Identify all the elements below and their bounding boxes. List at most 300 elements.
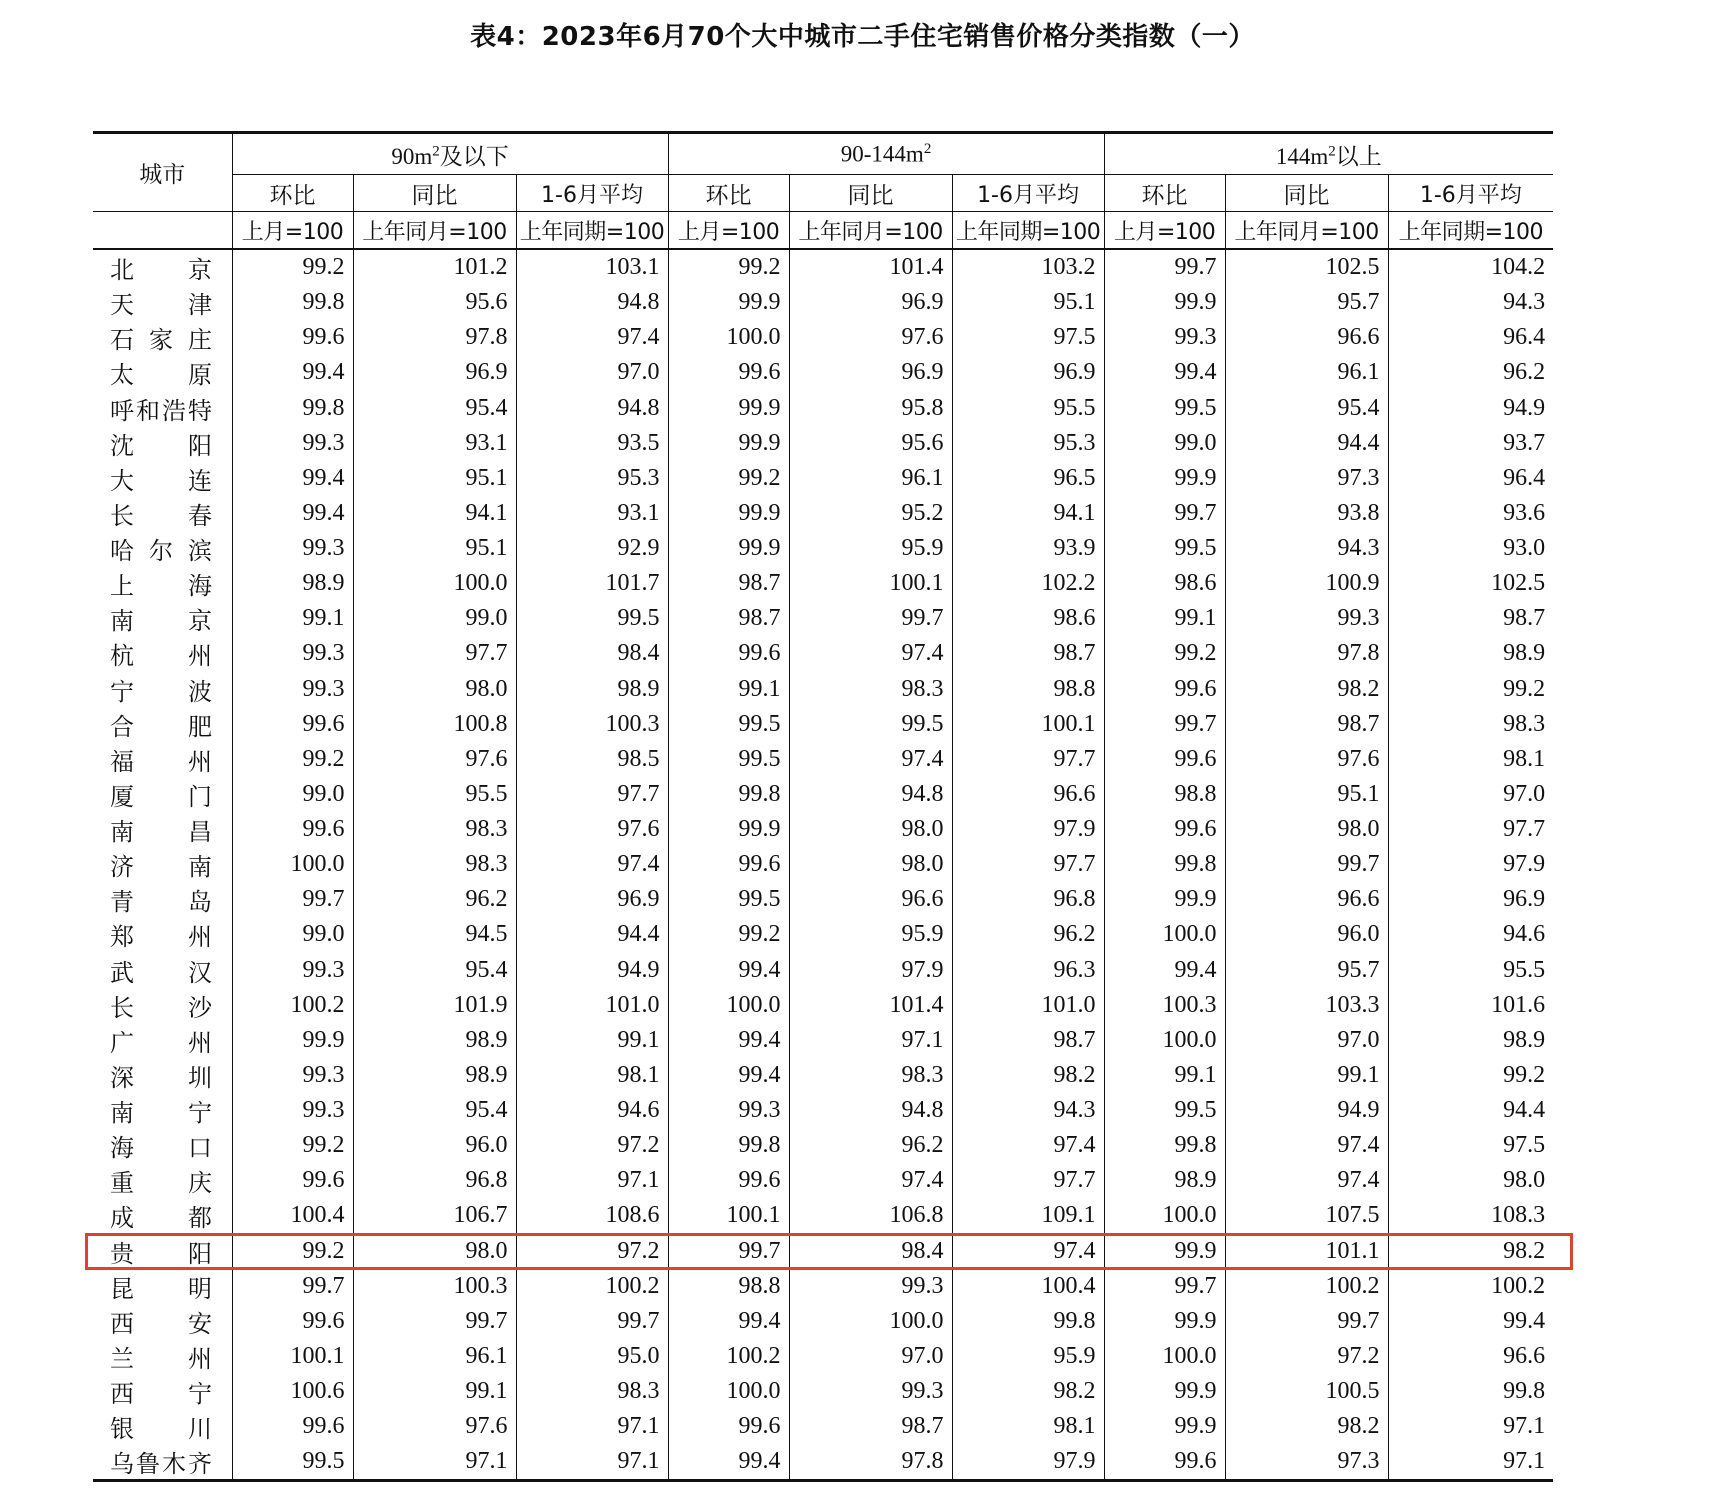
value-cell: 95.5: [952, 391, 1104, 426]
value-cell: 99.8: [952, 1304, 1104, 1339]
value-cell: 99.5: [668, 707, 789, 742]
value-cell: 99.8: [232, 391, 353, 426]
value-cell: 109.1: [952, 1198, 1104, 1233]
city-cell: [93, 672, 232, 707]
value-cell: 98.8: [668, 1269, 789, 1304]
value-cell: 98.3: [516, 1374, 668, 1409]
city-cell: [93, 1058, 232, 1093]
value-cell: 100.0: [668, 988, 789, 1023]
value-cell: 99.8: [1104, 847, 1225, 882]
value-cell: 97.8: [789, 1444, 952, 1481]
value-cell: 96.9: [1388, 882, 1553, 917]
value-cell: 98.9: [516, 672, 668, 707]
value-cell: 99.6: [232, 1409, 353, 1444]
value-cell: 97.4: [516, 320, 668, 355]
value-cell: 97.4: [789, 636, 952, 671]
value-cell: 99.4: [1104, 953, 1225, 988]
value-cell: 99.9: [1104, 882, 1225, 917]
value-cell: 106.8: [789, 1198, 952, 1233]
city-name: 南昌: [110, 818, 212, 847]
value-cell: 100.0: [353, 566, 516, 601]
value-cell: 99.7: [516, 1304, 668, 1339]
value-cell: 98.7: [668, 566, 789, 601]
value-cell: 97.1: [516, 1444, 668, 1481]
value-cell: 100.8: [353, 707, 516, 742]
value-cell: 98.3: [789, 1058, 952, 1093]
value-cell: 99.5: [516, 601, 668, 636]
city-cell: [93, 426, 232, 461]
table-row: [93, 1163, 1553, 1198]
city-cell: [93, 249, 232, 285]
value-cell: 96.6: [1225, 882, 1388, 917]
value-cell: 97.1: [1388, 1409, 1553, 1444]
value-cell: 96.8: [952, 882, 1104, 917]
value-cell: 99.7: [1104, 1269, 1225, 1304]
value-cell: 97.6: [1225, 742, 1388, 777]
value-cell: 95.4: [353, 391, 516, 426]
value-cell: 98.6: [952, 601, 1104, 636]
value-cell: 99.4: [668, 1023, 789, 1058]
city-name: 太原: [110, 361, 212, 390]
value-cell: 99.6: [232, 320, 353, 355]
city-name: 北京: [110, 256, 212, 285]
value-cell: 99.6: [232, 1163, 353, 1198]
value-cell: 99.7: [668, 1234, 789, 1269]
value-cell: 96.1: [789, 461, 952, 496]
value-cell: 99.9: [1104, 461, 1225, 496]
table-row: [93, 812, 1553, 847]
value-cell: 99.5: [1104, 391, 1225, 426]
value-cell: 101.4: [789, 249, 952, 285]
table-row: [93, 601, 1553, 636]
value-cell: 96.6: [952, 777, 1104, 812]
value-cell: 93.5: [516, 426, 668, 461]
city-name: 广州: [110, 1028, 212, 1057]
value-cell: 98.3: [353, 812, 516, 847]
city-cell: [93, 1269, 232, 1304]
city-cell: [93, 1374, 232, 1409]
city-cell: [93, 812, 232, 847]
value-cell: 96.6: [1225, 320, 1388, 355]
value-cell: 94.6: [1388, 917, 1553, 952]
table-row: [93, 1093, 1553, 1128]
city-name: 银川: [110, 1415, 212, 1444]
city-cell: [93, 777, 232, 812]
value-cell: 95.3: [952, 426, 1104, 461]
value-cell: 99.6: [668, 1409, 789, 1444]
city-name: 呼和浩特: [110, 396, 212, 425]
table-row: [93, 461, 1553, 496]
value-cell: 97.5: [952, 320, 1104, 355]
value-cell: 94.8: [516, 391, 668, 426]
value-cell: 93.1: [353, 426, 516, 461]
table-row: [93, 1374, 1553, 1409]
city-cell: [93, 1128, 232, 1163]
value-cell: 94.1: [353, 496, 516, 531]
value-cell: 99.9: [1104, 1234, 1225, 1269]
city-name: 贵阳: [110, 1239, 212, 1268]
value-cell: 98.7: [1388, 601, 1553, 636]
value-cell: 97.9: [1388, 847, 1553, 882]
city-cell: [93, 1444, 232, 1481]
table-row: [93, 1198, 1553, 1233]
value-cell: 96.4: [1388, 461, 1553, 496]
value-cell: 99.5: [668, 882, 789, 917]
value-cell: 99.1: [353, 1374, 516, 1409]
value-cell: 99.9: [1104, 285, 1225, 320]
value-cell: 98.0: [353, 672, 516, 707]
value-cell: 99.2: [668, 461, 789, 496]
value-cell: 98.0: [789, 847, 952, 882]
value-cell: 99.6: [232, 1304, 353, 1339]
value-cell: 99.2: [1388, 672, 1553, 707]
value-cell: 97.1: [353, 1444, 516, 1481]
sub-header-avg: 1-6月平均: [1388, 175, 1553, 212]
value-cell: 93.1: [516, 496, 668, 531]
city-cell: [93, 742, 232, 777]
group-header-large: $144m^2$以上: [1104, 133, 1553, 175]
value-cell: 99.3: [232, 636, 353, 671]
value-cell: 97.7: [516, 777, 668, 812]
page-title: 表4：2023年6月70个大中城市二手住宅销售价格分类指数（一）: [470, 22, 1255, 52]
sub-header-mom: 环比: [668, 175, 789, 212]
value-cell: 97.0: [1388, 777, 1553, 812]
value-cell: 96.3: [952, 953, 1104, 988]
value-cell: 99.3: [232, 953, 353, 988]
value-cell: 97.4: [516, 847, 668, 882]
city-cell: [93, 847, 232, 882]
city-name: 郑州: [110, 923, 212, 952]
value-cell: 99.9: [1104, 1304, 1225, 1339]
value-cell: 94.4: [1225, 426, 1388, 461]
value-cell: 100.0: [1104, 917, 1225, 952]
value-cell: 99.5: [668, 742, 789, 777]
value-cell: 93.8: [1225, 496, 1388, 531]
value-cell: 95.1: [952, 285, 1104, 320]
city-name: 成都: [110, 1204, 212, 1233]
city-cell: [93, 566, 232, 601]
table-row: [93, 707, 1553, 742]
value-cell: 93.9: [952, 531, 1104, 566]
value-cell: 100.2: [516, 1269, 668, 1304]
value-cell: 98.1: [516, 1058, 668, 1093]
table-row: [93, 672, 1553, 707]
value-cell: 99.4: [668, 1304, 789, 1339]
value-cell: 97.2: [1225, 1339, 1388, 1374]
value-cell: 98.4: [516, 636, 668, 671]
table-row: [93, 285, 1553, 320]
value-cell: 99.4: [668, 1058, 789, 1093]
value-cell: 99.1: [668, 672, 789, 707]
city-cell: [93, 391, 232, 426]
table-row: [93, 1023, 1553, 1058]
value-cell: 100.3: [353, 1269, 516, 1304]
value-cell: 99.3: [668, 1093, 789, 1128]
table-row: [93, 426, 1553, 461]
value-cell: 96.1: [1225, 355, 1388, 390]
value-cell: 97.1: [1388, 1444, 1553, 1481]
value-cell: 99.3: [232, 531, 353, 566]
value-cell: 99.8: [232, 285, 353, 320]
value-cell: 99.6: [1104, 1444, 1225, 1481]
table-row: [93, 496, 1553, 531]
value-cell: 98.2: [1225, 672, 1388, 707]
value-cell: 99.1: [1104, 1058, 1225, 1093]
value-cell: 99.3: [1225, 601, 1388, 636]
value-cell: 99.6: [668, 355, 789, 390]
value-cell: 97.3: [1225, 461, 1388, 496]
table-row: [93, 1128, 1553, 1163]
value-cell: 99.2: [232, 1234, 353, 1269]
value-cell: 100.2: [668, 1339, 789, 1374]
value-cell: 100.0: [1104, 1023, 1225, 1058]
value-cell: 98.9: [1104, 1163, 1225, 1198]
value-cell: 98.0: [789, 812, 952, 847]
value-cell: 99.5: [1104, 1093, 1225, 1128]
value-cell: 98.7: [952, 636, 1104, 671]
value-cell: 94.1: [952, 496, 1104, 531]
table-row: [93, 320, 1553, 355]
sub-header-mom: 环比: [1104, 175, 1225, 212]
city-name: 石家庄: [110, 326, 212, 355]
value-cell: 99.6: [232, 812, 353, 847]
table-row: [93, 566, 1553, 601]
value-cell: 98.9: [353, 1023, 516, 1058]
value-cell: 94.9: [1225, 1093, 1388, 1128]
value-cell: 95.7: [1225, 953, 1388, 988]
value-cell: 100.9: [1225, 566, 1388, 601]
value-cell: 99.4: [232, 355, 353, 390]
table-row: [93, 1444, 1553, 1481]
city-name: 乌鲁木齐: [110, 1450, 212, 1479]
table-header: [93, 133, 1553, 250]
value-cell: 99.2: [232, 742, 353, 777]
value-cell: 98.9: [1388, 636, 1553, 671]
value-cell: 96.0: [353, 1128, 516, 1163]
value-cell: 95.4: [353, 1093, 516, 1128]
value-cell: 100.5: [1225, 1374, 1388, 1409]
value-cell: 98.2: [952, 1374, 1104, 1409]
value-cell: 99.6: [1104, 812, 1225, 847]
value-cell: 99.1: [1104, 601, 1225, 636]
value-cell: 99.7: [1225, 847, 1388, 882]
sub-header-mom: 环比: [232, 175, 353, 212]
value-cell: 92.9: [516, 531, 668, 566]
city-cell: [93, 1023, 232, 1058]
value-cell: 99.2: [232, 249, 353, 285]
value-cell: 95.9: [789, 531, 952, 566]
value-cell: 97.6: [353, 1409, 516, 1444]
value-cell: 99.1: [1225, 1058, 1388, 1093]
value-cell: 99.8: [668, 1128, 789, 1163]
table-row: [93, 742, 1553, 777]
sub-header-yoy: 同比: [789, 175, 952, 212]
value-cell: 103.3: [1225, 988, 1388, 1023]
value-cell: 94.3: [952, 1093, 1104, 1128]
value-cell: 100.2: [1388, 1269, 1553, 1304]
value-cell: 99.2: [1388, 1058, 1553, 1093]
value-cell: 99.5: [232, 1444, 353, 1481]
value-cell: 99.7: [1104, 707, 1225, 742]
value-cell: 95.5: [1388, 953, 1553, 988]
value-cell: 99.0: [1104, 426, 1225, 461]
value-cell: 96.9: [952, 355, 1104, 390]
value-cell: 99.0: [232, 917, 353, 952]
value-cell: 100.3: [1104, 988, 1225, 1023]
value-cell: 100.6: [232, 1374, 353, 1409]
table-row: [93, 882, 1553, 917]
base-header-avg: 上年同期=100: [952, 212, 1104, 250]
table-row: [93, 1234, 1553, 1269]
value-cell: 99.6: [1104, 672, 1225, 707]
value-cell: 99.6: [1104, 742, 1225, 777]
table-row: [93, 953, 1553, 988]
sub-header-yoy: 同比: [1225, 175, 1388, 212]
value-cell: 97.1: [516, 1409, 668, 1444]
value-cell: 99.2: [1104, 636, 1225, 671]
city-name: 西宁: [110, 1380, 212, 1409]
value-cell: 99.9: [1104, 1374, 1225, 1409]
city-cell: [93, 531, 232, 566]
value-cell: 95.8: [789, 391, 952, 426]
value-cell: 98.7: [952, 1023, 1104, 1058]
value-cell: 99.1: [232, 601, 353, 636]
city-cell: [93, 601, 232, 636]
value-cell: 97.2: [516, 1128, 668, 1163]
city-cell: [93, 1409, 232, 1444]
city-name: 青岛: [110, 888, 212, 917]
value-cell: 98.1: [952, 1409, 1104, 1444]
value-cell: 97.6: [516, 812, 668, 847]
base-header-avg: 上年同期=100: [1388, 212, 1553, 250]
value-cell: 99.7: [232, 1269, 353, 1304]
value-cell: 97.9: [952, 812, 1104, 847]
value-cell: 95.4: [1225, 391, 1388, 426]
city-cell: [93, 461, 232, 496]
value-cell: 97.4: [952, 1234, 1104, 1269]
value-cell: 100.3: [516, 707, 668, 742]
value-cell: 98.8: [952, 672, 1104, 707]
value-cell: 100.0: [789, 1304, 952, 1339]
city-name: 合肥: [110, 712, 212, 741]
city-name: 哈尔滨: [110, 537, 212, 566]
table-row: [93, 917, 1553, 952]
value-cell: 97.7: [952, 742, 1104, 777]
city-cell: [93, 707, 232, 742]
value-cell: 106.7: [353, 1198, 516, 1233]
value-cell: 98.9: [353, 1058, 516, 1093]
value-cell: 99.7: [1104, 496, 1225, 531]
value-cell: 99.3: [1104, 320, 1225, 355]
value-cell: 100.0: [1104, 1339, 1225, 1374]
value-cell: 100.0: [1104, 1198, 1225, 1233]
value-cell: 96.8: [353, 1163, 516, 1198]
value-cell: 98.3: [789, 672, 952, 707]
city-name: 南京: [110, 607, 212, 636]
sub-header-yoy: 同比: [353, 175, 516, 212]
value-cell: 98.2: [1388, 1234, 1553, 1269]
city-name: 昆明: [110, 1274, 212, 1303]
value-cell: 96.1: [353, 1339, 516, 1374]
table-row: [93, 1269, 1553, 1304]
value-cell: 100.0: [232, 847, 353, 882]
value-cell: 97.4: [789, 742, 952, 777]
value-cell: 99.9: [668, 531, 789, 566]
value-cell: 93.7: [1388, 426, 1553, 461]
city-name: 长沙: [110, 993, 212, 1022]
value-cell: 97.4: [1225, 1163, 1388, 1198]
value-cell: 93.0: [1388, 531, 1553, 566]
table-row: [93, 777, 1553, 812]
value-cell: 96.6: [789, 882, 952, 917]
value-cell: 98.9: [1388, 1023, 1553, 1058]
value-cell: 100.0: [668, 1374, 789, 1409]
table-row: [93, 391, 1553, 426]
city-cell: [93, 1234, 232, 1269]
value-cell: 98.4: [789, 1234, 952, 1269]
city-name: 重庆: [110, 1169, 212, 1198]
value-cell: 104.2: [1388, 249, 1553, 285]
price-index-table: [93, 131, 1553, 1482]
value-cell: 94.5: [353, 917, 516, 952]
sub-header-avg: 1-6月平均: [516, 175, 668, 212]
value-cell: 98.9: [232, 566, 353, 601]
value-cell: 95.9: [789, 917, 952, 952]
value-cell: 99.8: [1104, 1128, 1225, 1163]
value-cell: 95.1: [1225, 777, 1388, 812]
value-cell: 99.4: [668, 953, 789, 988]
value-cell: 95.2: [789, 496, 952, 531]
table-row: [93, 249, 1553, 285]
value-cell: 96.2: [1388, 355, 1553, 390]
value-cell: 95.6: [789, 426, 952, 461]
base-header-mom: 上月=100: [232, 212, 353, 250]
group-header-medium: $90-144m^2$: [668, 133, 1104, 175]
city-cell: [93, 1339, 232, 1374]
value-cell: 102.5: [1388, 566, 1553, 601]
value-cell: 99.2: [668, 917, 789, 952]
value-cell: 94.9: [516, 953, 668, 988]
value-cell: 99.2: [232, 1128, 353, 1163]
table-row: [93, 636, 1553, 671]
value-cell: 101.1: [1225, 1234, 1388, 1269]
value-cell: 99.0: [353, 601, 516, 636]
value-cell: 96.0: [1225, 917, 1388, 952]
city-cell: [93, 320, 232, 355]
value-cell: 97.7: [353, 636, 516, 671]
city-name: 济南: [110, 853, 212, 882]
city-cell: [93, 355, 232, 390]
value-cell: 94.8: [789, 777, 952, 812]
value-cell: 100.4: [952, 1269, 1104, 1304]
value-cell: 103.1: [516, 249, 668, 285]
value-cell: 101.9: [353, 988, 516, 1023]
value-cell: 98.3: [353, 847, 516, 882]
value-cell: 96.6: [1388, 1339, 1553, 1374]
value-cell: 108.3: [1388, 1198, 1553, 1233]
value-cell: 96.9: [516, 882, 668, 917]
value-cell: 99.4: [232, 496, 353, 531]
value-cell: 99.7: [353, 1304, 516, 1339]
value-cell: 94.4: [516, 917, 668, 952]
value-cell: 97.1: [516, 1163, 668, 1198]
value-cell: 97.8: [353, 320, 516, 355]
city-name: 厦门: [110, 782, 212, 811]
value-cell: 99.4: [1104, 355, 1225, 390]
value-cell: 102.5: [1225, 249, 1388, 285]
value-cell: 99.6: [668, 847, 789, 882]
city-cell: [93, 1304, 232, 1339]
